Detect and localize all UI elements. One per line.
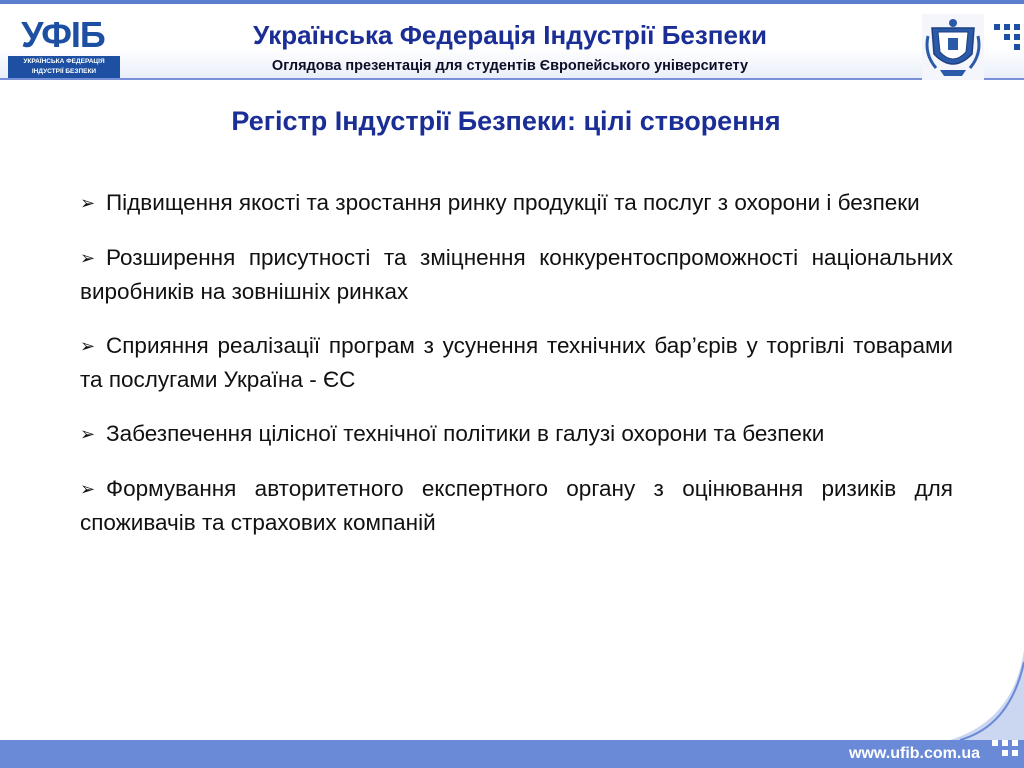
- bullet-item: [80, 472, 953, 539]
- bullet-text: Сприяння реалізації програм з усунення технічних бар’єрів у торгівлі товарами та послугами Україна - ЄС: [80, 333, 953, 392]
- slide-title: Регістр Індустрії Безпеки: цілі створення: [231, 106, 781, 136]
- bullet-arrow-icon: ➢: [80, 424, 96, 444]
- bullet-arrow-icon: ➢: [80, 193, 96, 213]
- footer-corner-squares-icon: [992, 740, 1018, 766]
- bullet-item: [80, 241, 953, 308]
- slide-header: [0, 4, 1024, 80]
- logo-sub-line-2: ІНДУСТРІЇ БЕЗПЕКИ: [31, 68, 97, 75]
- bullet-item: [80, 329, 953, 396]
- logo-text: УФІБ: [21, 14, 105, 55]
- bullet-item: [80, 417, 953, 451]
- bullet-text: Формування авторитетного експертного органу з оцінювання ризиків для споживачів та страхових компаній: [80, 476, 953, 535]
- footer-url: www.ufib.com.ua: [849, 745, 980, 762]
- corner-squares-icon: [994, 24, 1020, 50]
- bullet-item: [80, 186, 953, 220]
- bullet-text: Забезпечення цілісної технічної політики в галузі охорони та безпеки: [106, 421, 825, 446]
- bullet-arrow-icon: ➢: [80, 336, 96, 356]
- logo-sub-line-1: УКРАЇНСЬКА ФЕДЕРАЦІЯ: [23, 58, 105, 65]
- bullet-arrow-icon: ➢: [80, 479, 96, 499]
- bullet-text: Розширення присутності та зміцнення конкурентоспроможності національних виробників на зовнішніх ринках: [80, 245, 953, 304]
- header-subtitle: Оглядова презентація для студентів Європейського університету: [271, 58, 749, 74]
- bullet-arrow-icon: ➢: [80, 248, 96, 268]
- logo-subtitle: [8, 56, 120, 78]
- university-coat-of-arms-icon: [922, 14, 984, 80]
- bullet-text: Підвищення якості та зростання ринку продукції та послуг з охорони і безпеки: [106, 190, 920, 215]
- bullet-list: [80, 186, 953, 560]
- ufib-logo: [4, 14, 122, 78]
- header-title: Українська Федерація Індустрії Безпеки: [253, 20, 767, 50]
